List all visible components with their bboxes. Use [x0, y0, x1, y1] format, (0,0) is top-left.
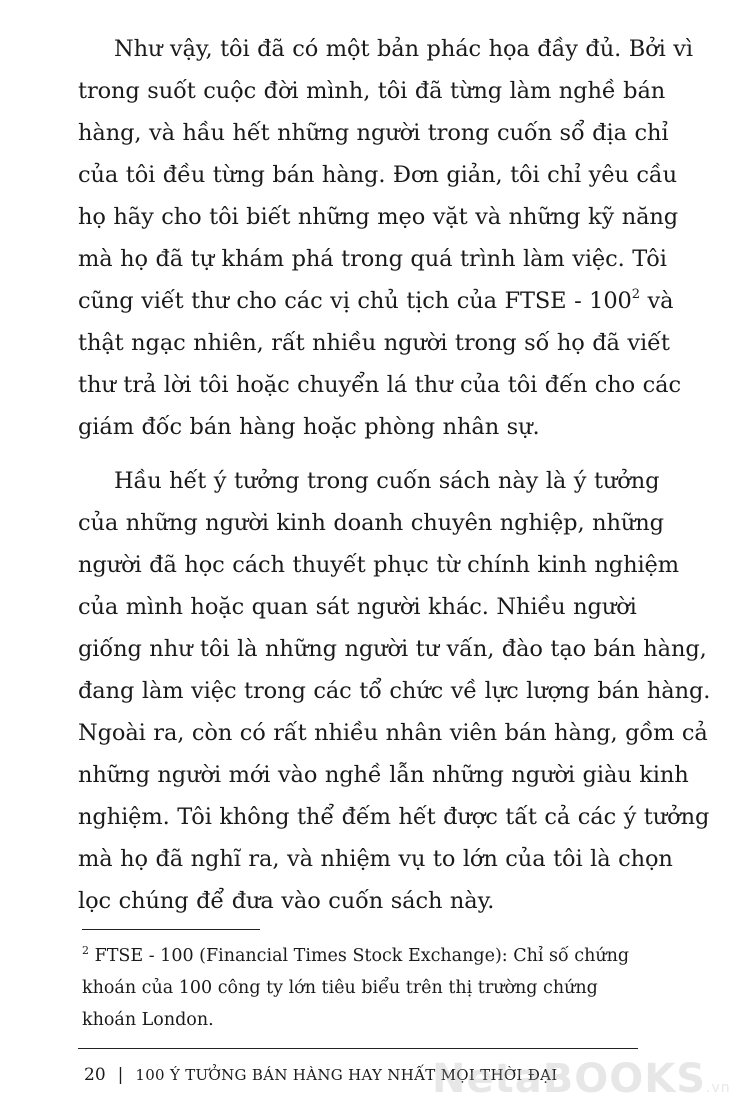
- text-segment: cũng viết thư cho các vị chủ tịch của FTSE - 100: [78, 288, 632, 314]
- text-line: đang làm việc trong các tổ chức về lực lượng bán hàng.: [78, 678, 711, 704]
- body-text: [78, 28, 711, 922]
- text-line: lọc chúng để đưa vào cuốn sách này.: [78, 888, 495, 914]
- footnote-divider: [82, 929, 260, 930]
- text-line: người đã học cách thuyết phục từ chính kinh nghiệm: [78, 552, 680, 578]
- footer-separator: |: [117, 1065, 124, 1085]
- footnote-text: FTSE - 100 (Financial Times Stock Exchange): Chỉ số chứng: [89, 946, 630, 966]
- paragraph-2: [78, 460, 711, 922]
- footnote-line: khoán của 100 công ty lớn tiêu biểu trên thị trường chứng: [82, 978, 598, 998]
- text-line: giám đốc bán hàng hoặc phòng nhân sự.: [78, 414, 540, 440]
- text-line: Hầu hết ý tưởng trong cuốn sách này là ý tưởng: [114, 468, 660, 494]
- text-line: của những người kinh doanh chuyên nghiệp, những: [78, 510, 664, 536]
- page-number: 20: [84, 1065, 106, 1085]
- text-line: hàng, và hầu hết những người trong cuốn sổ địa chỉ: [78, 120, 669, 146]
- text-line: thư trả lời tôi hoặc chuyển lá thư của tôi đến cho các: [78, 372, 681, 398]
- running-title: 100 Ý TƯỞNG BÁN HÀNG HAY NHẤT MỌI THỜI ĐẠI: [135, 1066, 558, 1084]
- text-line: thật ngạc nhiên, rất nhiều người trong số họ đã viết: [78, 330, 670, 356]
- paragraph-1: [78, 28, 693, 448]
- text-line: những người mới vào nghề lẫn những người giàu kinh: [78, 762, 689, 788]
- text-line: trong suốt cuộc đời mình, tôi đã từng làm nghề bán: [78, 78, 666, 104]
- text-segment: và: [639, 288, 674, 314]
- watermark-suffix: .vn: [706, 1080, 731, 1096]
- footnote-marker: 2: [82, 944, 89, 957]
- footnote: [82, 940, 630, 1036]
- text-line: Ngoài ra, còn có rất nhiều nhân viên bán hàng, gồm cả: [78, 720, 708, 746]
- text-line: mà họ đã tự khám phá trong quá trình làm việc. Tôi: [78, 246, 667, 272]
- text-line: của tôi đều từng bán hàng. Đơn giản, tôi chỉ yêu cầu: [78, 162, 678, 188]
- text-line: giống như tôi là những người tư vấn, đào tạo bán hàng,: [78, 636, 707, 662]
- footnote-line: khoán London.: [82, 1010, 214, 1030]
- text-line: của mình hoặc quan sát người khác. Nhiều người: [78, 594, 637, 620]
- text-line-with-footnote-ref: [78, 280, 674, 322]
- text-line: Như vậy, tôi đã có một bản phác họa đầy đủ. Bởi vì: [114, 36, 693, 62]
- watermark-logo: [432, 1056, 731, 1102]
- text-line: mà họ đã nghĩ ra, và nhiệm vụ to lớn của tôi là chọn: [78, 846, 673, 872]
- footnote-reference[interactable]: 2: [631, 287, 640, 302]
- footnote-line: [82, 940, 630, 972]
- watermark-text: NetaBOOKS: [432, 1056, 707, 1102]
- text-line: nghiệm. Tôi không thể đếm hết được tất cả các ý tưởng: [78, 804, 710, 830]
- text-line: họ hãy cho tôi biết những mẹo vặt và những kỹ năng: [78, 204, 679, 230]
